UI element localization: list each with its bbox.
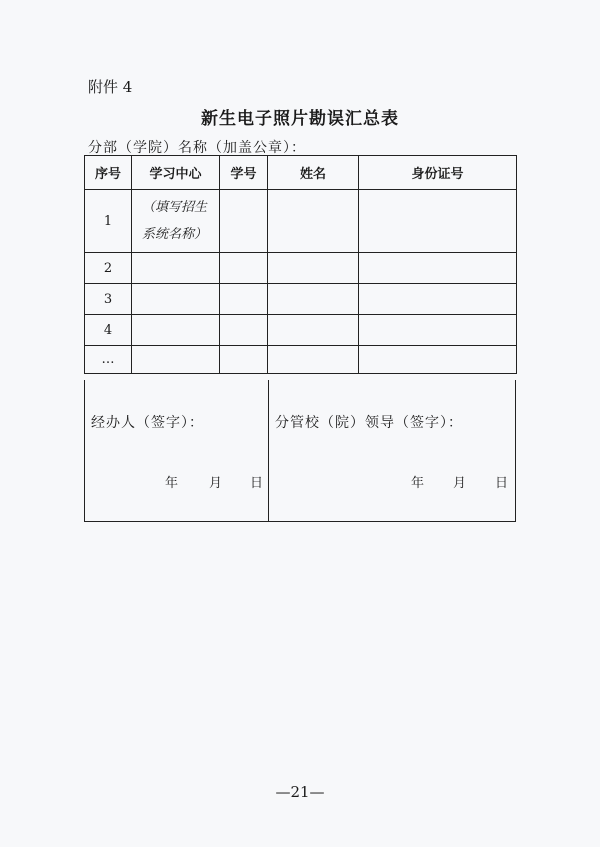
department-line: 分部（学院）名称（加盖公章）： — [88, 140, 306, 156]
right-date-year: 年 — [411, 476, 425, 491]
left-date-day: 日 — [250, 476, 264, 491]
center-note-line: （填写招生 — [142, 200, 208, 215]
correction-table — [84, 155, 517, 374]
header-student-id: 学号 — [220, 156, 268, 190]
student-id-cell[interactable] — [220, 346, 268, 374]
id-number-cell[interactable] — [359, 315, 517, 346]
table-row — [85, 315, 517, 346]
name-cell[interactable] — [268, 190, 359, 253]
right-date-month: 月 — [453, 476, 467, 491]
center-note-line: 系统名称） — [142, 227, 208, 242]
row-seq: 1 — [85, 190, 132, 253]
left-date-year: 年 — [165, 476, 179, 491]
page-number: —21— — [275, 783, 325, 801]
signature-area — [84, 380, 516, 522]
student-id-cell[interactable] — [220, 315, 268, 346]
center-note-cell — [132, 190, 220, 253]
center-cell[interactable] — [132, 253, 220, 284]
name-cell[interactable] — [268, 284, 359, 315]
table-row — [85, 284, 517, 315]
row-seq: 4 — [85, 315, 132, 346]
name-cell[interactable] — [268, 253, 359, 284]
table-row — [85, 253, 517, 284]
header-name: 姓名 — [268, 156, 359, 190]
id-number-cell[interactable] — [359, 253, 517, 284]
row-seq: 2 — [85, 253, 132, 284]
id-number-cell[interactable] — [359, 284, 517, 315]
row-seq: 3 — [85, 284, 132, 315]
student-id-cell[interactable] — [220, 284, 268, 315]
table-header-row — [85, 156, 517, 190]
row-seq: … — [85, 346, 132, 374]
center-cell[interactable] — [132, 346, 220, 374]
table-row — [85, 346, 517, 374]
name-cell[interactable] — [268, 315, 359, 346]
leader-signature-label: 分管校（院）领导（签字）： — [275, 415, 463, 431]
header-center: 学习中心 — [132, 156, 220, 190]
table-row — [85, 190, 517, 253]
right-date-day: 日 — [495, 476, 509, 491]
id-number-cell[interactable] — [359, 190, 517, 253]
handler-signature-label: 经办人（签字）： — [91, 415, 204, 431]
header-seq: 序号 — [85, 156, 132, 190]
student-id-cell[interactable] — [220, 190, 268, 253]
center-cell[interactable] — [132, 315, 220, 346]
center-cell[interactable] — [132, 284, 220, 315]
left-date-month: 月 — [209, 476, 223, 491]
signature-divider — [268, 380, 269, 521]
header-id-number: 身份证号 — [359, 156, 517, 190]
name-cell[interactable] — [268, 346, 359, 374]
id-number-cell[interactable] — [359, 346, 517, 374]
attachment-label: 附件 4 — [88, 78, 133, 96]
page-title: 新生电子照片勘误汇总表 — [201, 109, 399, 129]
student-id-cell[interactable] — [220, 253, 268, 284]
